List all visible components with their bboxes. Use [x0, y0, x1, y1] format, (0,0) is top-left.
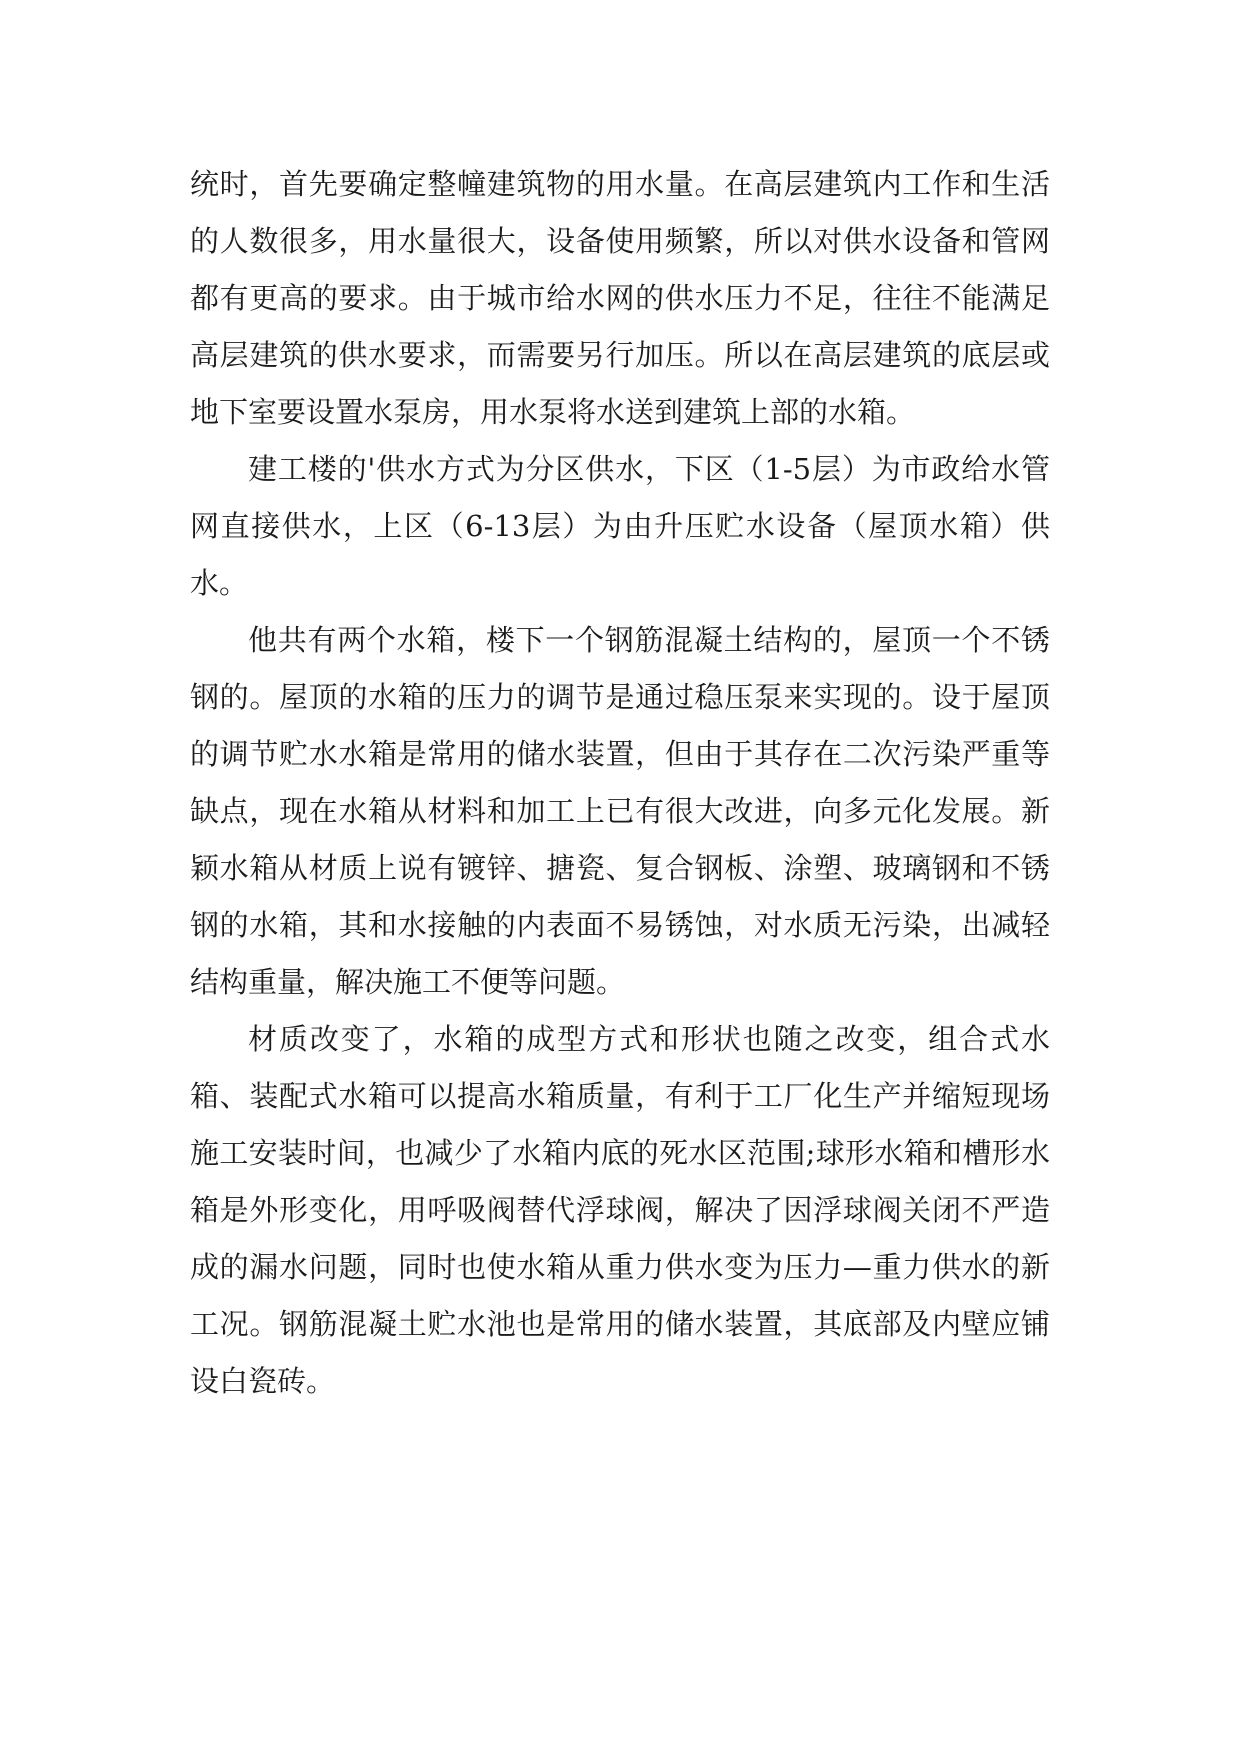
- document-body: [190, 156, 1050, 1410]
- paragraph-tank-materials: 材质改变了，水箱的成型方式和形状也随之改变，组合式水箱、装配式水箱可以提高水箱质量，有利于工厂化生产并缩短现场施工安装时间，也减少了水箱内底的死水区范围;球形水箱和槽形水箱是外形变化，用呼吸阀替代浮球阀，解决了因浮球阀关闭不严造成的漏水问题，同时也使水箱从重力供水变为压力—重力供水的新工况。钢筋混凝土贮水池也是常用的储水装置，其底部及内壁应铺设白瓷砖。: [190, 1022, 1050, 1398]
- paragraph-continued: 统时，首先要确定整幢建筑物的用水量。在高层建筑内工作和生活的人数很多，用水量很大，设备使用频繁，所以对供水设备和管网都有更高的要求。由于城市给水网的供水压力不足，往往不能满足高层建筑的供水要求，而需要另行加压。所以在高层建筑的底层或地下室要设置水泵房，用水泵将水送到建筑上部的水箱。: [190, 167, 1050, 429]
- paragraph-water-supply-zones: 建工楼的'供水方式为分区供水，下区（1-5层）为市政给水管网直接供水，上区（6-13层）为由升压贮水设备（屋顶水箱）供水。: [190, 452, 1050, 600]
- paragraph-water-tanks: 他共有两个水箱，楼下一个钢筋混凝土结构的，屋顶一个不锈钢的。屋顶的水箱的压力的调节是通过稳压泵来实现的。设于屋顶的调节贮水水箱是常用的储水装置，但由于其存在二次污染严重等缺点，现在水箱从材料和加工上已有很大改进，向多元化发展。新颖水箱从材质上说有镀锌、搪瓷、复合钢板、涂塑、玻璃钢和不锈钢的水箱，其和水接触的内表面不易锈蚀，对水质无污染，出减轻结构重量，解决施工不便等问题。: [190, 623, 1050, 999]
